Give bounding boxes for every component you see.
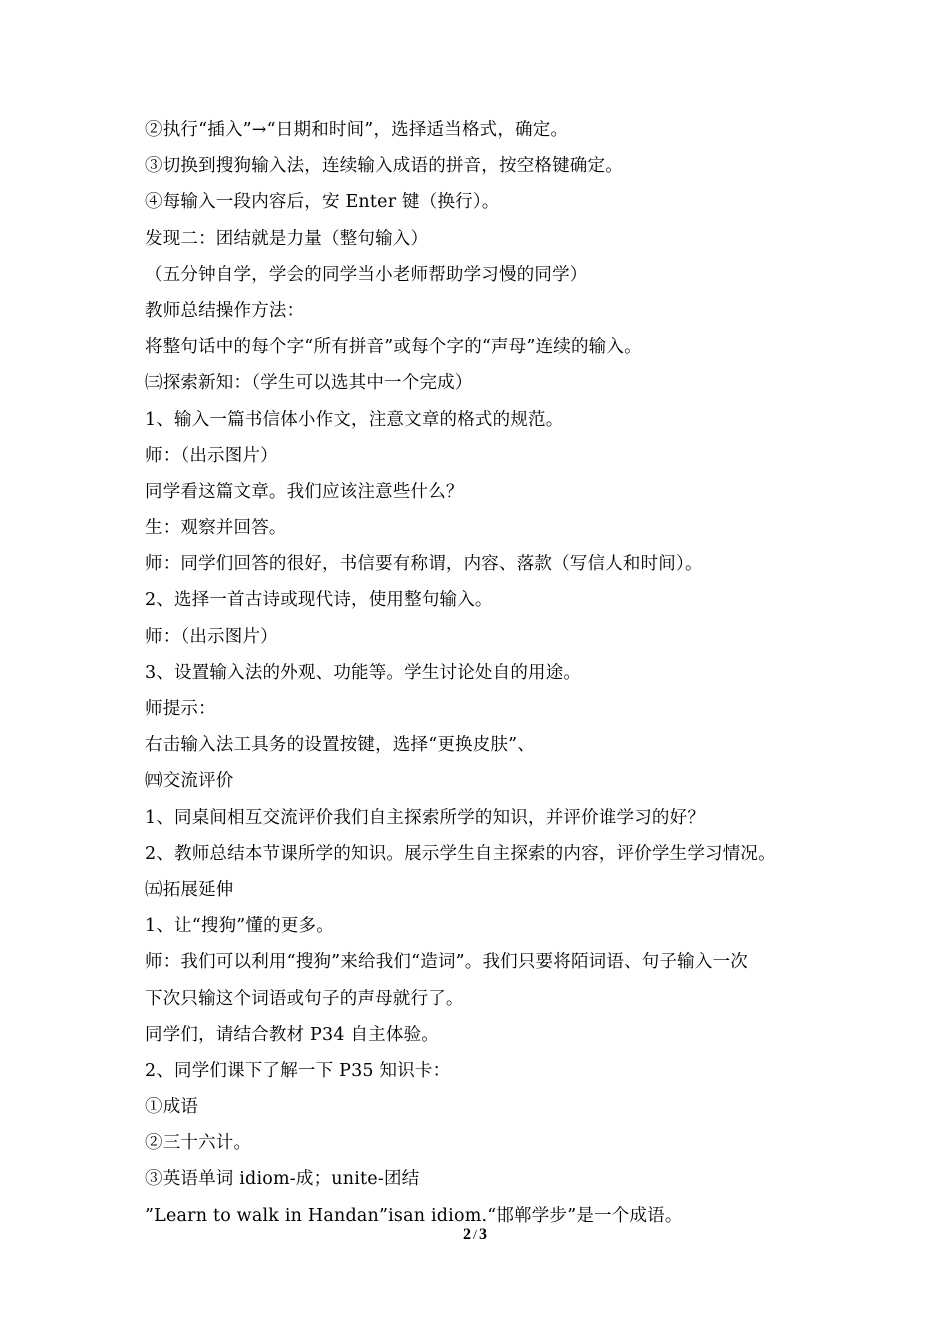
text-line: ①成语: [145, 1097, 199, 1118]
text-line: 2、同学们课下了解一下 P35 知识卡：: [145, 1060, 451, 1081]
text-line: （五分钟自学，学会的同学当小老师帮助学习慢的同学）: [145, 264, 588, 285]
text-line: 2、教师总结本节课所学的知识。展示学生自主探索的内容，评价学生学习情况。: [145, 843, 776, 864]
text-line: ③英语单词 idiom-成；unite-团结: [145, 1169, 420, 1190]
text-line: 师：（出示图片）: [145, 445, 278, 466]
total-pages-number: 3: [478, 1226, 487, 1243]
text-line: 1、同桌间相互交流评价我们自主探索所学的知识，并评价谁学习的好？: [145, 807, 706, 828]
text-line: 1、输入一篇书信体小作文，注意文章的格式的规范。: [145, 409, 564, 430]
section-heading: ㈤拓展延伸: [145, 879, 234, 900]
page-separator: /: [473, 1228, 477, 1243]
text-line: 师提示：: [145, 699, 216, 719]
text-line: ②三十六计。: [145, 1133, 252, 1154]
text-line: 将整句话中的每个字“所有拼音”或每个字的“声母”连续的输入。: [145, 337, 642, 358]
text-line: ③切换到搜狗输入法，连续输入成语的拼音，按空格键确定。: [145, 156, 623, 177]
text-line: 生：观察并回答。: [145, 518, 287, 539]
page-number: [0, 1226, 950, 1244]
text-line: 师：同学们回答的很好，书信要有称谓，内容、落款（写信人和时间）。: [145, 554, 703, 575]
text-line: 师：我们可以利用“搜狗”来给我们“造词”。我们只要将陌词语、句子输入一次: [145, 952, 748, 973]
text-line: 1、让“搜狗”懂的更多。: [145, 916, 334, 937]
section-heading: 发现二：团结就是力量（整句输入）: [145, 228, 429, 249]
section-heading: ㈢探索新知：（学生可以选其中一个完成）: [145, 373, 473, 394]
text-line: ②执行“插入”→“日期和时间”，选择适当格式，确定。: [145, 120, 569, 140]
text-line: 3、设置输入法的外观、功能等。学生讨论处自的用途。: [145, 662, 582, 683]
current-page-number: 2: [463, 1226, 472, 1243]
text-line: 教师总结操作方法：: [145, 300, 305, 321]
text-line: 同学们，请结合教材 P34 自主体验。: [145, 1024, 439, 1045]
text-line: ”Learn to walk in Handan”isan idiom.“邯郸学步”是一个成语。: [145, 1205, 683, 1226]
section-heading: ㈣交流评价: [145, 771, 234, 792]
text-line: 同学看这篇文章。我们应该注意些什么？: [145, 481, 464, 502]
text-line: 师：（出示图片）: [145, 626, 278, 647]
text-line: 右击输入法工具务的设置按键，选择“更换皮肤”、: [145, 735, 535, 756]
text-line: 2、选择一首古诗或现代诗，使用整句输入。: [145, 590, 493, 611]
document-body: [145, 112, 825, 1234]
text-line: ④每输入一段内容后，安 Enter 键（换行）。: [145, 192, 500, 213]
text-line: 下次只输这个词语或句子的声母就行了。: [145, 988, 464, 1009]
